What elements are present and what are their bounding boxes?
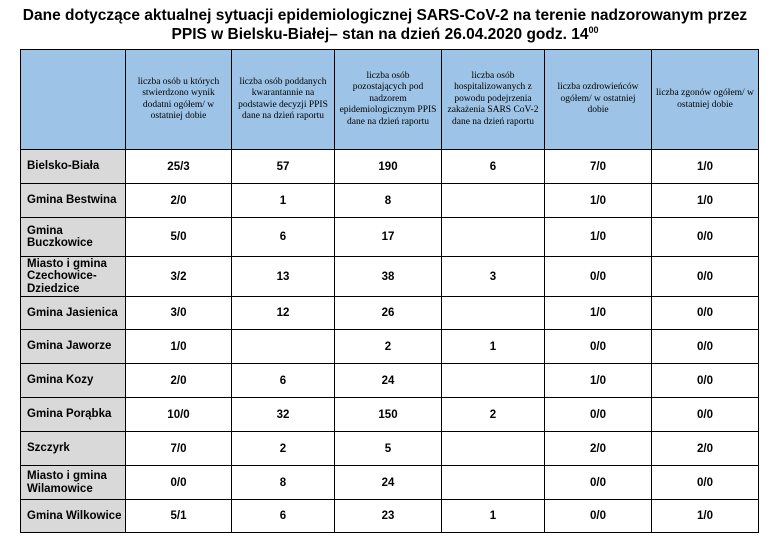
supervision-cell: 23 [335, 500, 442, 533]
municipality-name-cell: Miasto i gmina Czechowice-Dziedzice [21, 257, 126, 297]
municipality-name-cell: Gmina Bestwina [21, 184, 126, 218]
table-row [21, 218, 759, 257]
table-row [21, 150, 759, 184]
title-line-2-text: PPIS w Bielsku-Białej– stan na dzień 26.04.2020 godz. 14 [171, 26, 589, 43]
table-row [21, 398, 759, 432]
hospitalized-cell [442, 364, 545, 398]
quarantine-cell: 6 [232, 364, 335, 398]
quarantine-cell: 2 [232, 432, 335, 466]
municipality-name-cell: Bielsko-Biała [21, 150, 126, 184]
supervision-cell: 5 [335, 432, 442, 466]
table-row [21, 297, 759, 330]
recovered-cell: 0/0 [545, 398, 652, 432]
municipality-name-cell: Gmina Wilkowice [21, 500, 126, 533]
positive-cases-cell: 0/0 [126, 466, 232, 500]
recovered-cell: 1/0 [545, 184, 652, 218]
quarantine-cell [232, 330, 335, 364]
deaths-cell: 1/0 [652, 184, 759, 218]
supervision-cell: 150 [335, 398, 442, 432]
deaths-cell: 1/0 [652, 500, 759, 533]
supervision-cell: 24 [335, 466, 442, 500]
recovered-cell: 1/0 [545, 364, 652, 398]
table-row [21, 257, 759, 297]
hospitalized-cell [442, 218, 545, 257]
recovered-cell: 0/0 [545, 500, 652, 533]
municipality-name-cell: Szczyrk [21, 432, 126, 466]
header-supervision: liczba osób pozostających pod nadzorem epidemiologicznym PPIS dane na dzień raportu [335, 50, 442, 150]
positive-cases-cell: 7/0 [126, 432, 232, 466]
positive-cases-cell: 10/0 [126, 398, 232, 432]
deaths-cell: 0/0 [652, 364, 759, 398]
quarantine-cell: 13 [232, 257, 335, 297]
hospitalized-cell: 1 [442, 330, 545, 364]
recovered-cell: 1/0 [545, 218, 652, 257]
table-row [21, 432, 759, 466]
deaths-cell: 0/0 [652, 257, 759, 297]
quarantine-cell: 1 [232, 184, 335, 218]
positive-cases-cell: 3/0 [126, 297, 232, 330]
table-row [21, 364, 759, 398]
title-line-1: Dane dotyczące aktualnej sytuacji epidemiologicznej SARS-CoV-2 na terenie nadzorowanym przez [22, 7, 748, 24]
supervision-cell: 17 [335, 218, 442, 257]
deaths-cell: 0/0 [652, 466, 759, 500]
table-row [21, 184, 759, 218]
quarantine-cell: 8 [232, 466, 335, 500]
document-title [0, 6, 770, 44]
positive-cases-cell: 5/1 [126, 500, 232, 533]
title-time-minutes: 00 [588, 24, 599, 35]
supervision-cell: 2 [335, 330, 442, 364]
deaths-cell: 0/0 [652, 398, 759, 432]
table-row [21, 466, 759, 500]
positive-cases-cell: 3/2 [126, 257, 232, 297]
recovered-cell: 2/0 [545, 432, 652, 466]
deaths-cell: 0/0 [652, 218, 759, 257]
positive-cases-cell: 25/3 [126, 150, 232, 184]
recovered-cell: 7/0 [545, 150, 652, 184]
table-row [21, 330, 759, 364]
recovered-cell: 0/0 [545, 466, 652, 500]
table-row [21, 500, 759, 533]
header-recovered: liczba ozdrowieńców ogółem/ w ostatniej dobie [545, 50, 652, 150]
quarantine-cell: 6 [232, 500, 335, 533]
hospitalized-cell: 2 [442, 398, 545, 432]
header-quarantine: liczba osób poddanych kwarantannie na podstawie decyzji PPIS dane na dzień raportu [232, 50, 335, 150]
header-deaths: liczba zgonów ogółem/ w ostatniej dobie [652, 50, 759, 150]
municipality-name-cell: Gmina Jasienica [21, 297, 126, 330]
quarantine-cell: 32 [232, 398, 335, 432]
deaths-cell: 0/0 [652, 330, 759, 364]
deaths-cell: 1/0 [652, 150, 759, 184]
deaths-cell: 0/0 [652, 297, 759, 330]
supervision-cell: 8 [335, 184, 442, 218]
hospitalized-cell [442, 466, 545, 500]
recovered-cell: 0/0 [545, 257, 652, 297]
positive-cases-cell: 2/0 [126, 364, 232, 398]
recovered-cell: 1/0 [545, 297, 652, 330]
quarantine-cell: 12 [232, 297, 335, 330]
positive-cases-cell: 1/0 [126, 330, 232, 364]
municipality-name-cell: Gmina Kozy [21, 364, 126, 398]
header-row [21, 50, 759, 150]
supervision-cell: 190 [335, 150, 442, 184]
quarantine-cell: 6 [232, 218, 335, 257]
municipality-name-cell: Gmina Porąbka [21, 398, 126, 432]
municipality-name-cell: Gmina Jaworze [21, 330, 126, 364]
deaths-cell: 2/0 [652, 432, 759, 466]
supervision-cell: 24 [335, 364, 442, 398]
positive-cases-cell: 5/0 [126, 218, 232, 257]
hospitalized-cell: 3 [442, 257, 545, 297]
municipality-name-cell: Gmina Buczkowice [21, 218, 126, 257]
title-line-2 [0, 25, 770, 44]
header-corner-cell [21, 50, 126, 150]
hospitalized-cell [442, 432, 545, 466]
header-positive-cases: liczba osób u których stwierdzono wynik dodatni ogółem/ w ostatniej dobie [126, 50, 232, 150]
hospitalized-cell: 6 [442, 150, 545, 184]
table-body [21, 150, 759, 533]
supervision-cell: 26 [335, 297, 442, 330]
hospitalized-cell [442, 297, 545, 330]
positive-cases-cell: 2/0 [126, 184, 232, 218]
municipality-name-cell: Miasto i gmina Wilamowice [21, 466, 126, 500]
hospitalized-cell [442, 184, 545, 218]
quarantine-cell: 57 [232, 150, 335, 184]
supervision-cell: 38 [335, 257, 442, 297]
recovered-cell: 0/0 [545, 330, 652, 364]
epidemiological-report-table [20, 49, 759, 533]
hospitalized-cell: 1 [442, 500, 545, 533]
header-hospitalized: liczba osób hospitalizowanych z powodu podejrzenia zakażenia SARS CoV-2 dane na dzień raportu [442, 50, 545, 150]
